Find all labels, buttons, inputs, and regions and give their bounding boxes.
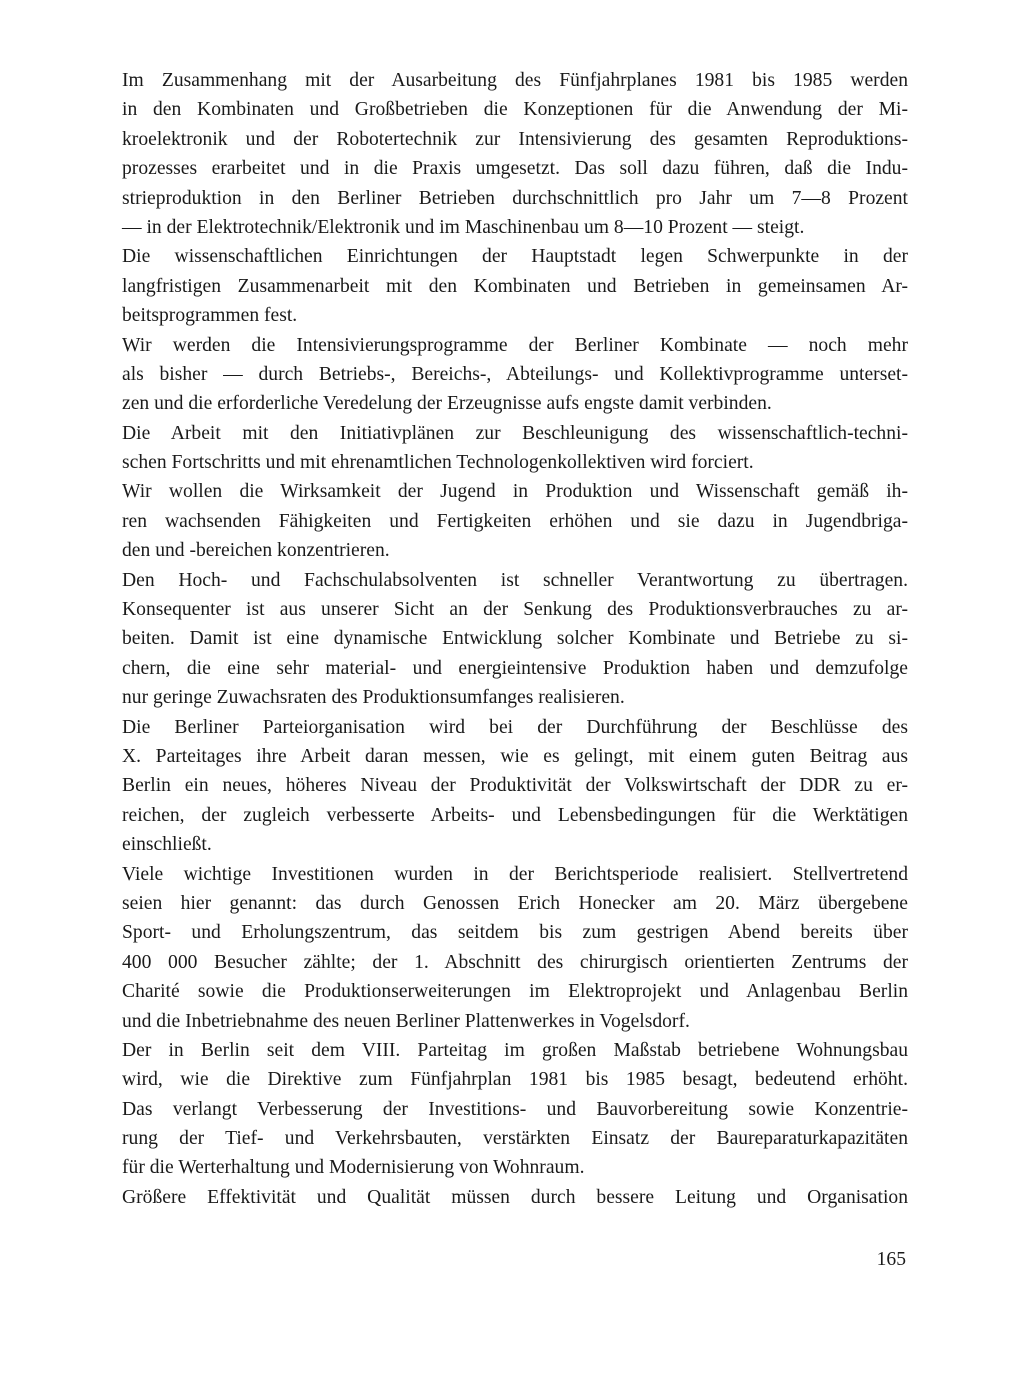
- text-line: und die Inbetriebnahme des neuen Berliner Plattenwerkes in Vogelsdorf.: [122, 1010, 690, 1032]
- paragraph: [122, 331, 908, 419]
- text-line: beitsprogrammen fest.: [122, 305, 298, 327]
- text-line: Wir wollen die Wirksamkeit der Jugend in Produktion und Wissenschaft gemäß ih-: [122, 481, 908, 503]
- text-line: Charité sowie die Produktionserweiterungen im Elektroprojekt und Anlagenbau Berlin: [122, 981, 908, 1003]
- text-line: Konsequenter ist aus unserer Sicht an der Senkung des Produktionsverbrauches zu ar-: [122, 599, 908, 621]
- text-line: X. Parteitages ihre Arbeit daran messen, wie es gelingt, mit einem guten Beitrag aus: [122, 745, 908, 767]
- text-line: den und -bereichen konzentrieren.: [122, 540, 390, 562]
- text-line: beiten. Damit ist eine dynamische Entwicklung solcher Kombinate und Betriebe zu si-: [122, 628, 908, 650]
- text-line: kroelektronik und der Robotertechnik zur Intensivierung des gesamten Reproduktions-: [122, 128, 908, 150]
- text-line: Den Hoch- und Fachschulabsolventen ist schneller Verantwortung zu übertragen.: [122, 569, 908, 591]
- text-line: Viele wichtige Investitionen wurden in der Berichtsperiode realisiert. Stellvertretend: [122, 863, 908, 885]
- paragraph: [122, 566, 908, 713]
- text-line: Die Berliner Parteiorganisation wird bei der Durchführung der Beschlüsse des: [122, 716, 908, 738]
- text-line: — in der Elektrotechnik/Elektronik und im Maschinenbau um 8—10 Prozent — steigt.: [122, 216, 805, 238]
- text-line: Der in Berlin seit dem VIII. Parteitag im großen Maßstab betriebene Wohnungsbau: [122, 1039, 908, 1061]
- paragraph: [122, 419, 908, 478]
- text-line: nur geringe Zuwachsraten des Produktionsumfanges realisieren.: [122, 687, 625, 709]
- body-text: [122, 66, 908, 1212]
- paragraph: [122, 477, 908, 565]
- paragraph: [122, 713, 908, 860]
- text-line: Die wissenschaftlichen Einrichtungen der Hauptstadt legen Schwerpunkte in der: [122, 246, 908, 268]
- text-line: rung der Tief- und Verkehrsbauten, verstärkten Einsatz der Baureparaturkapazitäten: [122, 1128, 908, 1150]
- paragraph: [122, 1036, 908, 1183]
- text-line: Wir werden die Intensivierungsprogramme der Berliner Kombinate — noch mehr: [122, 334, 908, 356]
- text-line: langfristigen Zusammenarbeit mit den Kombinaten und Betrieben in gemeinsamen Ar-: [122, 275, 908, 297]
- paragraph: [122, 66, 908, 242]
- text-line: Größere Effektivität und Qualität müssen durch bessere Leitung und Organisation: [122, 1186, 908, 1208]
- text-line: 400 000 Besucher zählte; der 1. Abschnitt des chirurgisch orientierten Zentrums der: [122, 951, 908, 973]
- text-line: einschließt.: [122, 834, 212, 856]
- text-line: seien hier genannt: das durch Genossen Erich Honecker am 20. März übergebene: [122, 892, 908, 914]
- text-line: prozesses erarbeitet und in die Praxis umgesetzt. Das soll dazu führen, daß die Indu-: [122, 158, 908, 180]
- text-line: Die Arbeit mit den Initiativplänen zur Beschleunigung des wissenschaftlich-techni-: [122, 422, 908, 444]
- text-line: chern, die eine sehr material- und energieintensive Produktion haben und demzufolge: [122, 657, 908, 679]
- paragraph: [122, 1183, 908, 1212]
- text-line: reichen, der zugleich verbesserte Arbeits- und Lebensbedingungen für die Werktätigen: [122, 804, 908, 826]
- paragraph: [122, 242, 908, 330]
- text-line: ren wachsenden Fähigkeiten und Fertigkeiten erhöhen und sie dazu in Jugendbriga-: [122, 510, 908, 532]
- text-line: in den Kombinaten und Großbetrieben die Konzeptionen für die Anwendung der Mi-: [122, 99, 908, 121]
- text-line: zen und die erforderliche Veredelung der Erzeugnisse aufs engste damit verbinden.: [122, 393, 772, 415]
- text-line: Im Zusammenhang mit der Ausarbeitung des Fünfjahrplanes 1981 bis 1985 werden: [122, 70, 908, 91]
- page-number: 165: [876, 1249, 906, 1270]
- text-line: für die Werterhaltung und Modernisierung von Wohnraum.: [122, 1157, 585, 1179]
- paragraph: [122, 860, 908, 1036]
- text-line: als bisher — durch Betriebs-, Bereichs-, Abteilungs- und Kollektivprogramme unterset-: [122, 363, 908, 385]
- text-line: wird, wie die Direktive zum Fünfjahrplan 1981 bis 1985 besagt, bedeutend erhöht.: [122, 1069, 908, 1091]
- text-line: Berlin ein neues, höheres Niveau der Produktivität der Volkswirtschaft der DDR zu er-: [122, 775, 908, 797]
- text-line: Das verlangt Verbesserung der Investitions- und Bauvorbereitung sowie Konzentrie-: [122, 1098, 908, 1120]
- text-line: strieproduktion in den Berliner Betrieben durchschnittlich pro Jahr um 7—8 Prozent: [122, 187, 908, 209]
- text-line: schen Fortschritts und mit ehrenamtlichen Technologenkollektiven wird forciert.: [122, 452, 754, 474]
- text-line: Sport- und Erholungszentrum, das seitdem bis zum gestrigen Abend bereits über: [122, 922, 908, 944]
